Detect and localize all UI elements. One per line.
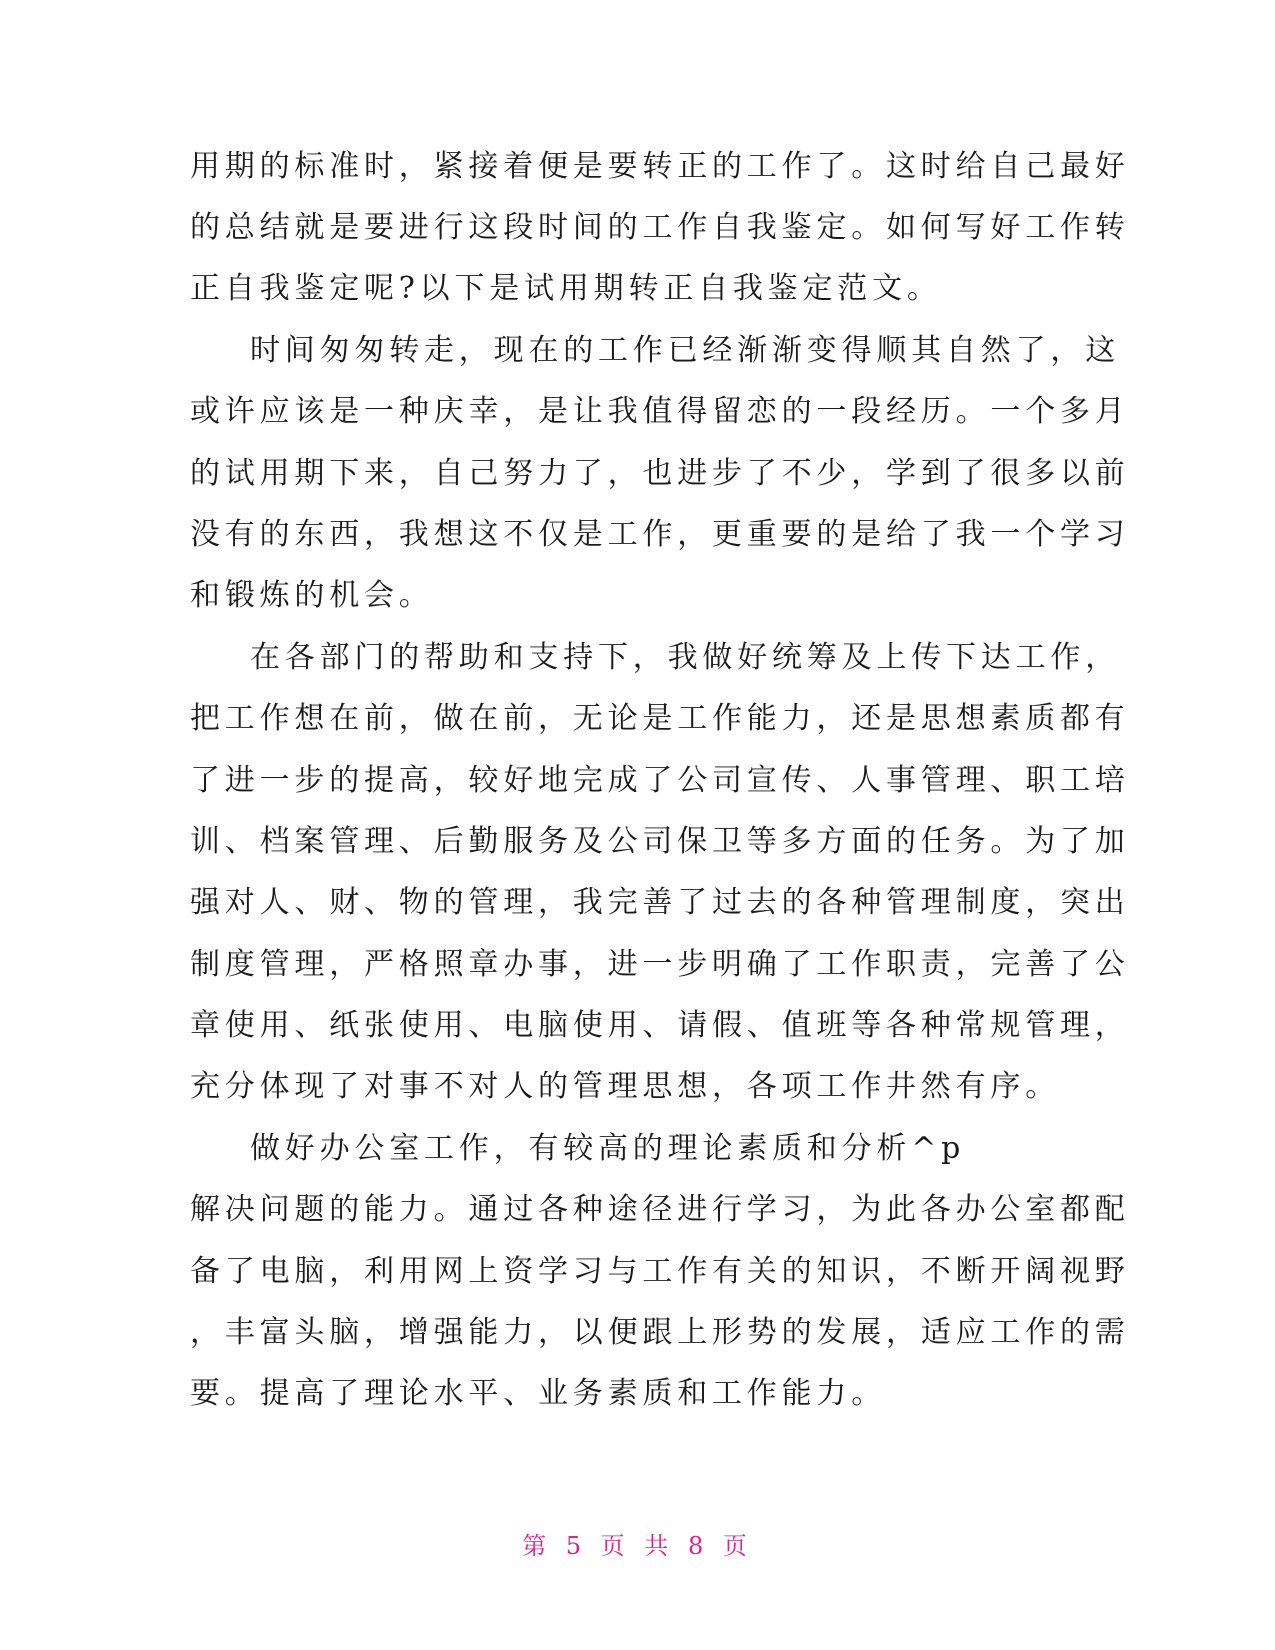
text-line-2: 的总结就是要进行这段时间的工作自我鉴定。如何写好工作转 — [190, 210, 1130, 245]
text-line-3: 正自我鉴定呢?以下是试用期转正自我鉴定范文。 — [190, 271, 942, 306]
text-line-9: 在各部门的帮助和支持下，我做好统筹及上传下达工作， — [250, 640, 1120, 675]
text-line-15: 章使用、纸张使用、电脑使用、请假、值班等各种常规管理， — [190, 1008, 1130, 1043]
text-line-1: 用期的标准时，紧接着便是要转正的工作了。这时给自己最好 — [190, 149, 1130, 184]
text-line-19: 备了电脑，利用网上资学习与工作有关的知识，不断开阔视野 — [190, 1254, 1130, 1289]
text-line-6: 的试用期下来，自己努力了，也进步了不少，学到了很多以前 — [190, 456, 1130, 491]
text-line-13: 强对人、财、物的管理，我完善了过去的各种管理制度，突出 — [190, 885, 1130, 920]
text-line-4: 时间匆匆转走，现在的工作已经渐渐变得顺其自然了，这 — [250, 333, 1120, 368]
text-line-21: 要。提高了理论水平、业务素质和工作能力。 — [190, 1376, 886, 1411]
text-line-17: 做好办公室工作，有较高的理论素质和分析^p — [250, 1131, 966, 1166]
text-line-7: 没有的东西，我想这不仅是工作，更重要的是给了我一个学习 — [190, 517, 1130, 552]
text-line-14: 制度管理，严格照章办事，进一步明确了工作职责，完善了公 — [190, 947, 1130, 982]
text-line-8: 和锻炼的机会。 — [190, 578, 434, 613]
text-line-20: ，丰富头脑，增强能力，以便跟上形势的发展，适应工作的需 — [190, 1315, 1130, 1350]
text-line-11: 了进一步的提高，较好地完成了公司宣传、人事管理、职工培 — [190, 763, 1130, 798]
text-line-10: 把工作想在前，做在前，无论是工作能力，还是思想素质都有 — [190, 701, 1130, 736]
text-line-12: 训、档案管理、后勤服务及公司保卫等多方面的任务。为了加 — [190, 824, 1130, 859]
page-number-label: 第 5 页 共 8 页 — [522, 1532, 753, 1560]
text-line-18: 解决问题的能力。通过各种途径进行学习，为此各办公室都配 — [190, 1192, 1130, 1227]
text-line-16: 充分体现了对事不对人的管理思想，各项工作井然有序。 — [190, 1069, 1060, 1104]
text-line-5: 或许应该是一种庆幸，是让我值得留恋的一段经历。一个多月 — [190, 394, 1130, 429]
page-footer — [0, 1530, 1275, 1562]
